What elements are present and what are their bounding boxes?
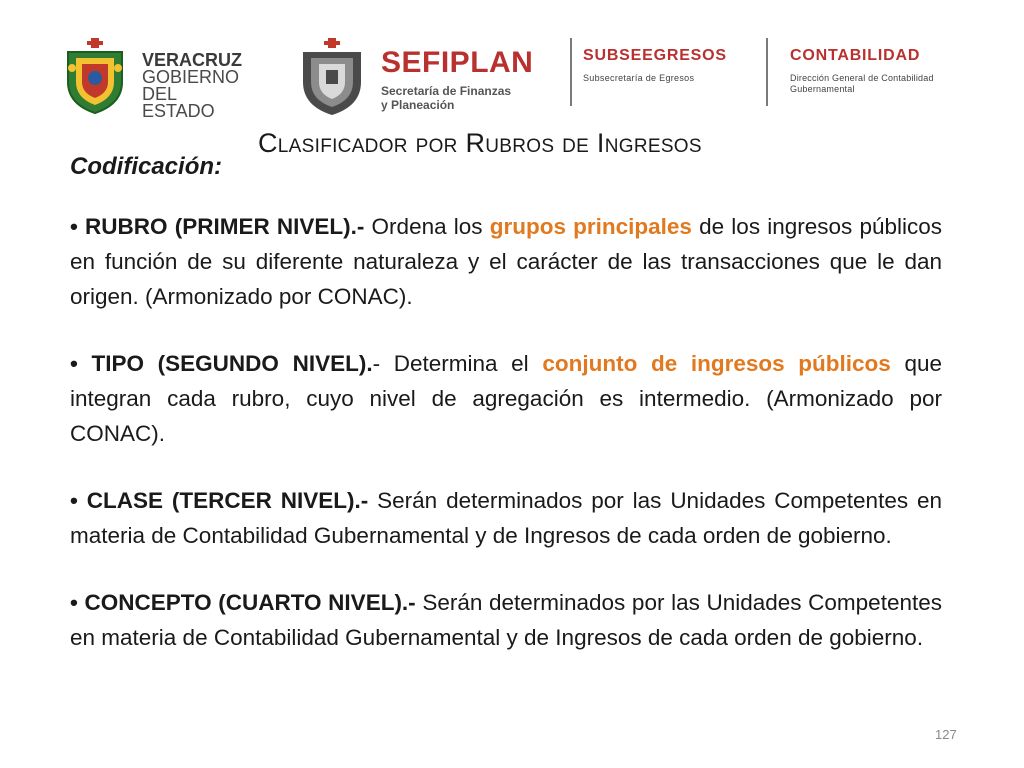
paragraph-tipo bbox=[70, 346, 942, 451]
slide-content bbox=[70, 209, 942, 687]
paragraph-lead: • CONCEPTO (CUARTO NIVEL).- bbox=[70, 590, 416, 615]
paragraph-text: que integran cada rubro, cuyo nivel de agregación es intermedio. (Armonizado por CONAC). bbox=[70, 351, 943, 446]
logo-divider bbox=[570, 38, 572, 106]
paragraph-highlight: grupos principales bbox=[489, 214, 692, 239]
paragraph-lead: • RUBRO (PRIMER NIVEL).- bbox=[70, 214, 365, 239]
paragraph-text: Serán determinados por las Unidades Competentes en materia de Contabilidad Gubernamental y de Ingresos de cada orden de gobierno. bbox=[70, 590, 942, 650]
contabilidad-logo-subtitle bbox=[790, 73, 980, 95]
page-number: 127 bbox=[935, 727, 957, 742]
sefiplan-logo-sub2: y Planeación bbox=[381, 98, 455, 112]
subseegresos-logo-subtitle: Subsecretaría de Egresos bbox=[583, 73, 695, 83]
veracruz-logo-line2: GOBIERNO bbox=[142, 67, 240, 87]
sefiplan-logo bbox=[297, 38, 547, 118]
paragraph-text: Ordena los bbox=[364, 214, 490, 239]
contabilidad-logo-sub2: Gubernamental bbox=[790, 84, 855, 94]
sefiplan-logo-subtitle bbox=[381, 84, 511, 112]
veracruz-shield-icon bbox=[62, 38, 128, 114]
veracruz-logo-line3: DEL ESTADO bbox=[142, 84, 215, 121]
sefiplan-shield-icon bbox=[297, 38, 367, 116]
subseegresos-logo-title: SUBSEEGRESOS bbox=[583, 47, 727, 64]
contabilidad-logo-title: CONTABILIDAD bbox=[790, 47, 921, 64]
sefiplan-logo-sub1: Secretaría de Finanzas bbox=[381, 84, 512, 98]
paragraph-concepto bbox=[70, 585, 942, 655]
paragraph-highlight: conjunto de ingresos públicos bbox=[542, 351, 891, 376]
veracruz-logo-text bbox=[142, 52, 252, 120]
contabilidad-logo-sub1: Dirección General de Contabilidad bbox=[790, 73, 934, 83]
logo-divider bbox=[766, 38, 768, 106]
paragraph-lead: • CLASE (TERCER NIVEL).- bbox=[70, 488, 369, 513]
header-logo-bar bbox=[0, 0, 1024, 125]
paragraph-text: Serán determinados por las Unidades Competentes en materia de Contabilidad Gubernamental y de Ingresos de cada orden de gobierno. bbox=[70, 488, 942, 548]
veracruz-logo bbox=[62, 38, 252, 121]
sefiplan-logo-title: SEFIPLAN bbox=[381, 46, 534, 79]
slide-subtitle: Codificación: bbox=[70, 153, 223, 180]
paragraph-rubro bbox=[70, 209, 942, 314]
paragraph-lead: • TIPO (SEGUNDO NIVEL). bbox=[70, 351, 373, 376]
veracruz-logo-line1: VERACRUZ bbox=[142, 50, 243, 70]
slide-title: Clasificador por Rubros de Ingresos bbox=[258, 128, 702, 158]
paragraph-text: de los ingresos públicos en función de su diferente naturaleza y el carácter de las transacciones que le dan origen. (Armonizado por CONAC). bbox=[70, 214, 943, 309]
contabilidad-logo bbox=[790, 47, 980, 95]
paragraph-text: - Determina el bbox=[372, 351, 543, 376]
paragraph-clase bbox=[70, 483, 942, 553]
subseegresos-logo bbox=[583, 47, 753, 83]
